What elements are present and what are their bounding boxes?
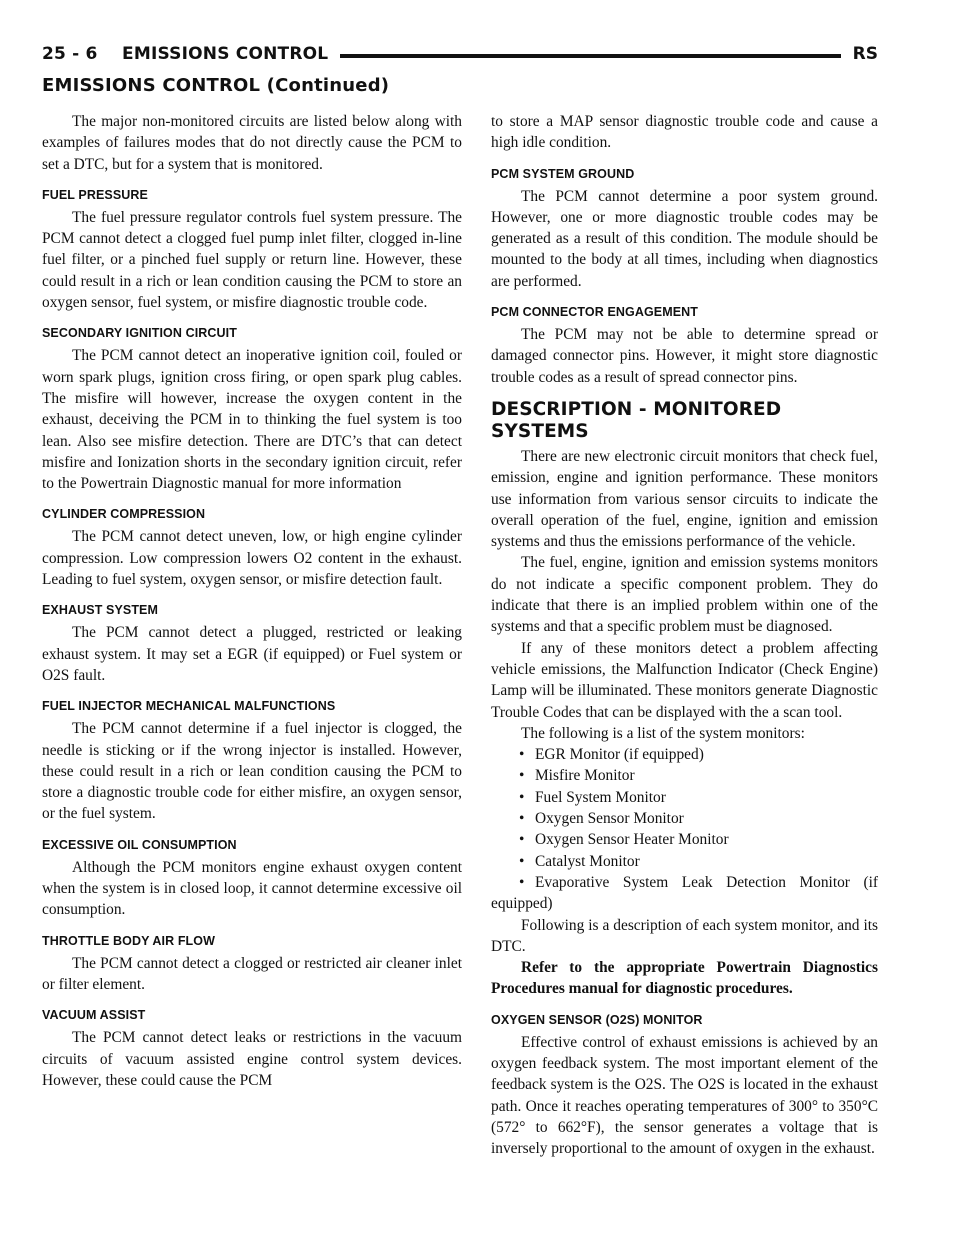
section-heading: EXCESSIVE OIL CONSUMPTION [42,837,237,852]
section-text: The fuel pressure regulator controls fuel system pressure. The PCM cannot detect a clogged fuel pump inlet filter, clogged in-line fuel filter, or a pinched fuel supply or return line. However, these could result in a rich or lean condition causing the PCM to store an oxygen sensor, fuel system, or misfire diagnostic trouble code. [42,208,462,312]
monitored-paragraph: If any of these monitors detect a problem affecting vehicle emissions, the Malfunction Indicator (Check Engine) Lamp will be illuminated. These monitors generate Diagnostic Trouble Codes that can be displayed with the a scan tool. [491,639,878,721]
section-text: The PCM cannot detect a clogged or restricted air cleaner inlet or filter element. [42,954,462,993]
bullet-icon: • [519,767,525,785]
section-heading: PCM CONNECTOR ENGAGEMENT [491,305,699,320]
bullet-icon: • [519,852,525,870]
after-list-text: Following is a description of each system monitor, and its DTC. [491,916,878,955]
monitored-paragraph: The fuel, engine, ignition and emission systems monitors do not indicate a specific component problem. They do indicate that there is an implied problem within one of the systems and that a specific problem must be diagnosed. [491,554,878,636]
section-heading: OXYGEN SENSOR (O2S) MONITOR [491,1012,703,1027]
section-heading: THROTTLE BODY AIR FLOW [42,933,216,948]
list-item: • Evaporative System Leak Detection Monitor (if equipped) [491,873,878,913]
section-text: The PCM cannot detect an inoperative ignition coil, fouled or worn spark plugs, ignition cross firing, or open spark plug cables. The misfire will however, increase the oxygen content in the exhaust, deceiving the PCM in to thinking the fuel system is too lean. Also see misfire detection. There are DTC’s that can detect misfire and Ionization shorts in the secondary ignition circuit, refer to the Powertrain Diagnostic manual for more information [42,347,462,493]
section-heading: EXHAUST SYSTEM [42,603,158,618]
right-column [491,111,878,1159]
section-text: The PCM cannot determine if a fuel injector is clogged, the needle is sticking or if the wrong injector is installed. However, these could result in a rich or lean condition causing the PCM to store a diagnostic trouble code for either misfire, an oxygen sensor, or the fuel system. [42,720,462,823]
section-text: Effective control of exhaust emissions is achieved by an oxygen feedback system. The most important element of the feedback system is the O2S. The O2S is located in the exhaust path. Once it reaches operating temperatures of 300° to 350°C (572° to 662°F), the sensor generates a voltage that is inversely proportional to the amount of oxygen in the exhaust. [491,1033,878,1158]
list-item: • Oxygen Sensor Monitor [491,808,878,829]
section-heading: CYLINDER COMPRESSION [42,507,206,522]
section-text: The PCM cannot detect leaks or restrictions in the vacuum circuits of vacuum assisted engine control system devices. However, these could cause the PCM [42,1029,462,1089]
section-text: Although the PCM monitors engine exhaust oxygen content when the system is in closed loop, it cannot determine excessive oil consumption. [42,858,462,919]
section-heading: FUEL PRESSURE [42,187,148,202]
section-heading: VACUUM ASSIST [42,1008,146,1023]
list-item: • EGR Monitor (if equipped) [491,744,878,765]
monitor-list [491,744,878,914]
list-item: • Misfire Monitor [491,765,878,786]
list-item: • Catalyst Monitor [491,851,878,872]
list-item: • Fuel System Monitor [491,787,878,808]
page-number-title: 25 - 6 EMISSIONS CONTROL [42,44,340,64]
continued-title: EMISSIONS CONTROL (Continued) [42,75,390,96]
left-column [42,111,462,1091]
section-heading: PCM SYSTEM GROUND [491,166,635,181]
bullet-icon: • [519,873,525,891]
bullet-icon: • [519,810,525,828]
monitored-paragraph: There are new electronic circuit monitors that check fuel, emission, engine and ignition performance. These monitors use information from various sensor circuits to indicate the overall operation of the fuel, engine, ignition and emission systems and thus the emissions performance of the vehicle. [491,447,878,551]
section-text: The PCM may not be able to determine spread or damaged connector pins. However, it might store diagnostic trouble codes as a result of spread connector pins. [491,326,878,386]
section-text: The PCM cannot detect uneven, low, or high engine cylinder compression. Low compression lowers O2 content in the exhaust. Leading to fuel system, oxygen sensor, or misfire detection fault. [42,528,462,589]
monitored-systems-heading: DESCRIPTION - MONITORED SYSTEMS [491,398,782,442]
carryover-text: to store a MAP sensor diagnostic trouble code and cause a high idle condition. [491,113,878,152]
bullet-icon: • [519,831,525,849]
model-code: RS [841,44,878,64]
section-heading: SECONDARY IGNITION CIRCUIT [42,326,237,341]
list-item: • Oxygen Sensor Heater Monitor [491,829,878,850]
bullet-icon: • [519,746,525,764]
section-text: The PCM cannot determine a poor system ground. However, one or more diagnostic trouble codes may be generated as a result of this condition. The module should be mounted to the body at all times, including when diagnostics are performed. [491,187,878,290]
intro-paragraph: The major non-monitored circuits are listed below along with examples of failures modes that do not directly cause the PCM to set a DTC, but for a system that is monitored. [42,113,462,173]
section-heading: FUEL INJECTOR MECHANICAL MALFUNCTIONS [42,699,336,714]
running-header [42,44,878,74]
section-text: The PCM cannot detect a plugged, restricted or leaking exhaust system. It may set a EGR (if equipped) or Fuel system or O2S fault. [42,624,462,684]
bullet-icon: • [519,788,525,806]
bold-note: Refer to the appropriate Powertrain Diagnostics Procedures manual for diagnostic procedures. [491,959,878,998]
monitored-paragraph: The following is a list of the system monitors: [521,724,805,742]
